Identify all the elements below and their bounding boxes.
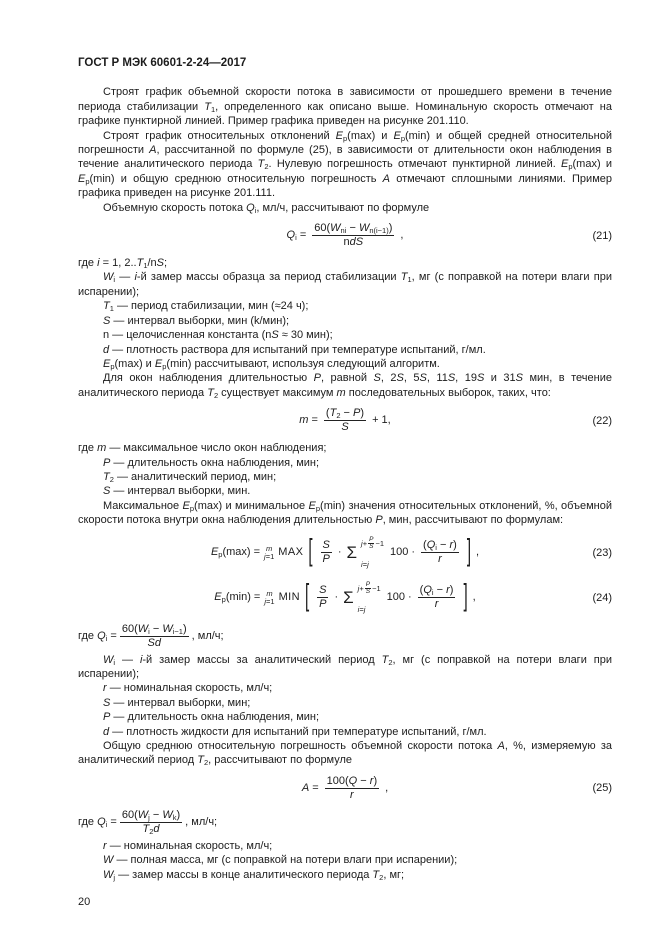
mini-fraction-numerator: P — [365, 580, 371, 588]
where-item: W — полная масса, мг (с поправкой на потери влаги при испарении); — [103, 854, 458, 867]
formula-22-body — [299, 407, 390, 434]
formula-23 — [78, 533, 612, 573]
where-item: d — плотность жидкости для испытаний при температуре испытаний, г/мл. — [103, 725, 487, 738]
fraction-numerator: $(Q_i - r)$ — [423, 539, 457, 553]
fraction — [321, 539, 332, 566]
fraction-numerator: 100(Q − r) — [326, 774, 378, 787]
formula-lhs: $Q_i$ = — [286, 229, 307, 243]
paragraph-max-min-deviation: Максимальное $E_p(\max)$ и минимальное $E_p(\min)$ значения относительных отклонений, %, объемной скорости потока внутри окна наблюдения длительностью P, мин, рассчитывают по формулам: — [78, 499, 612, 527]
where-item: S — интервал выборки, мин (k/мин); — [103, 314, 290, 327]
fraction-denominator: ndS — [343, 236, 364, 249]
where-item: S — интервал выборки, мин. — [103, 485, 251, 498]
operator-limits — [264, 590, 274, 606]
formula-number: (23) — [592, 546, 612, 559]
dot-operator: · — [337, 546, 342, 559]
where-q-prefix: где $Q_i$ = — [78, 816, 117, 830]
sum-upper-limit — [361, 537, 384, 551]
limit-top: m — [266, 543, 273, 553]
formula-25 — [78, 775, 612, 802]
fraction — [324, 407, 366, 434]
fraction-denominator: S — [341, 421, 349, 434]
mini-fraction — [368, 537, 374, 551]
formula-lhs: $E_p(\min)$ = — [214, 591, 261, 605]
paragraph-deviation-graph: Строят график относительных отклонений $E_p(\max)$ и $E_p(\min)$ и общей средней относительной погрешности A, рассчитанной по формуле (25), в зависимости от длительности окон наблюдения в течение аналитического периода $T_2$. Нулевую погрешность отмечают пунктирной линией. $E_p(\max)$ и $E_p(\min)$ и общую среднюю относительную погрешность A отмечают сплошными линиями. Пример графика приведен на рисунке 201.111. — [78, 129, 613, 200]
upper-limit-suffix: −1 — [372, 583, 381, 593]
upper-limit-suffix: −1 — [375, 538, 384, 548]
limit-bottom: j=1 — [264, 551, 275, 561]
max-operator: MAX — [278, 546, 304, 559]
where-q-definition — [78, 623, 612, 650]
fraction-denominator: P — [319, 598, 327, 611]
where-intro: где m — максимальное число окон наблюдения; — [78, 442, 327, 455]
formula-lhs: m = — [299, 414, 318, 427]
formula-suffix: , — [472, 591, 476, 604]
formula-suffix: , — [476, 546, 480, 559]
left-bracket: [ — [308, 533, 313, 569]
mini-fraction-numerator: P — [369, 535, 374, 543]
where-item: d — плотность раствора для испытаний при температуре испытаний, г/мл. — [103, 343, 486, 356]
formula-25-body — [302, 775, 388, 802]
where-item: $E_p(\max)$ и $E_p(\min)$ рассчитывают, используя следующий алгоритм. — [103, 357, 440, 371]
formula-number: (22) — [592, 414, 612, 427]
fraction — [317, 584, 328, 611]
formula-24 — [78, 578, 612, 618]
sum-lower-limit: i=j — [361, 559, 369, 569]
formula-23-body — [210, 533, 480, 569]
where-q-suffix: , мл/ч; — [191, 629, 224, 642]
where-intro: где i = 1, $2..T_1/nS$; — [78, 257, 168, 271]
where-item: $T_2$ — аналитический период, мин; — [103, 470, 277, 484]
upper-limit-prefix: j+ — [361, 538, 368, 548]
fraction — [312, 222, 394, 249]
where-item: $T_1$ — период стабилизации, мин (≈24 ч); — [103, 300, 309, 314]
fraction-numerator: S — [319, 584, 327, 597]
mini-fraction-denominator: S — [365, 588, 371, 596]
fraction — [325, 775, 379, 802]
operator-limits — [264, 545, 274, 561]
where-item: $W_i$ — i-й замер массы за аналитический период $T_2$, мг (с поправкой на потери влаги при испарении); — [78, 653, 612, 680]
where-item: S — интервал выборки, мин; — [103, 696, 251, 709]
fraction-numerator: $60(W_j - W_k)$ — [121, 808, 181, 822]
formula-22 — [78, 407, 612, 434]
formula-lhs: A = — [301, 782, 319, 795]
fraction — [120, 809, 182, 836]
paragraph-observation-windows: Для окон наблюдения длительностью P, равной S, 2S, 5S, 11S, 19S и 31S мин, в течение аналитического периода $T_2$ существует максимум m последовательных выборок, таких, что: — [78, 372, 612, 400]
page-title: ГОСТ Р МЭК 60601-2-24—2017 — [78, 57, 247, 69]
formula-number: (21) — [592, 229, 612, 242]
mini-fraction — [365, 582, 371, 596]
sum-limits — [361, 537, 384, 569]
dot-operator: · — [334, 591, 339, 604]
where-item: $W_i$ — i-й замер массы образца за период стабилизации $T_1$, мг (с поправкой на потери влаги при испарении); — [78, 271, 612, 298]
sum-limits — [358, 582, 381, 614]
sum-lower-limit: i=j — [357, 604, 366, 614]
mini-fraction-denominator: S — [369, 543, 374, 551]
fraction-denominator: P — [322, 553, 330, 566]
where-item: P — длительность окна наблюдения, мин; — [103, 456, 320, 469]
where-item: P — длительность окна наблюдения, мин; — [103, 711, 320, 724]
dot-operator: · — [407, 591, 412, 604]
sigma-sum-symbol: Σ — [343, 588, 354, 608]
limit-bottom: j=1 — [264, 596, 275, 606]
formula-number: (24) — [592, 591, 612, 604]
page-number: 20 — [78, 896, 91, 909]
fraction-denominator: r — [434, 598, 439, 611]
right-bracket: ] — [463, 578, 468, 614]
dot-operator: · — [411, 546, 416, 559]
where-q-suffix: , мл/ч; — [185, 816, 218, 829]
fraction-denominator: Sd — [147, 636, 161, 649]
paragraph-flow-rate-graph: Строят график объемной скорости потока в зависимости от прошедшего времени в течение периода стабилизации $T_1$, определенного как описано выше. Номинальную скорость отмечают на графике пунктирной линией. Пример графика приведен на рисунке 201.110. — [78, 86, 613, 128]
fraction-denominator: $T_2d$ — [142, 822, 160, 836]
fraction — [418, 584, 456, 611]
formula-24-body — [214, 578, 476, 614]
formula-21 — [78, 222, 612, 249]
formula-suffix: , — [385, 782, 389, 795]
fraction — [120, 623, 189, 650]
where-item: n — целочисленная константа (nS ≈ 30 мин); — [103, 329, 333, 342]
fraction-numerator: $60(W_{ni} - W_{n(i-1)})$ — [314, 222, 393, 236]
paragraph-average-error: Общую среднюю относительную погрешность объемной скорости потока A, %, измеряемую за аналитический период $T_2$, рассчитывают по формуле — [78, 740, 612, 768]
constant-100: 100 — [386, 591, 405, 604]
fraction-denominator: r — [350, 788, 354, 801]
where-q-prefix: где $Q_i$ = — [78, 629, 117, 643]
formula-number: (25) — [592, 782, 612, 795]
fraction-numerator: $(T_2 - P)$ — [325, 407, 365, 421]
left-bracket: [ — [304, 578, 310, 614]
limit-top: m — [266, 588, 273, 598]
constant-100: 100 — [390, 546, 409, 559]
sum-upper-limit — [358, 582, 381, 596]
right-bracket: ] — [466, 533, 471, 569]
formula-suffix: + 1, — [372, 414, 391, 427]
fraction — [421, 539, 459, 566]
formula-lhs: $E_p(\max)$ = — [210, 546, 261, 560]
fraction-numerator: $60(W_i - W_{i-1})$ — [121, 622, 187, 636]
where-item: $W_j$ — замер массы в конце аналитического периода $T_2$, мг; — [103, 868, 405, 882]
fraction-denominator: r — [438, 553, 442, 566]
fraction-numerator: $(Q_i - r)$ — [419, 584, 454, 598]
sigma-sum-symbol: Σ — [346, 543, 358, 563]
where-q-definition — [78, 809, 612, 836]
paragraph-flow-rate-formula-intro: Объемную скорость потока $Q_i$, мл/ч, рассчитывают по формуле — [103, 201, 430, 215]
min-operator: MIN — [278, 591, 300, 604]
fraction-numerator: S — [322, 539, 330, 552]
where-item: r — номинальная скорость, мл/ч; — [103, 682, 273, 695]
formula-suffix: , — [400, 229, 404, 242]
upper-limit-prefix: j+ — [357, 583, 364, 593]
where-item: r — номинальная скорость, мл/ч; — [103, 839, 273, 852]
formula-21-body — [287, 222, 404, 249]
